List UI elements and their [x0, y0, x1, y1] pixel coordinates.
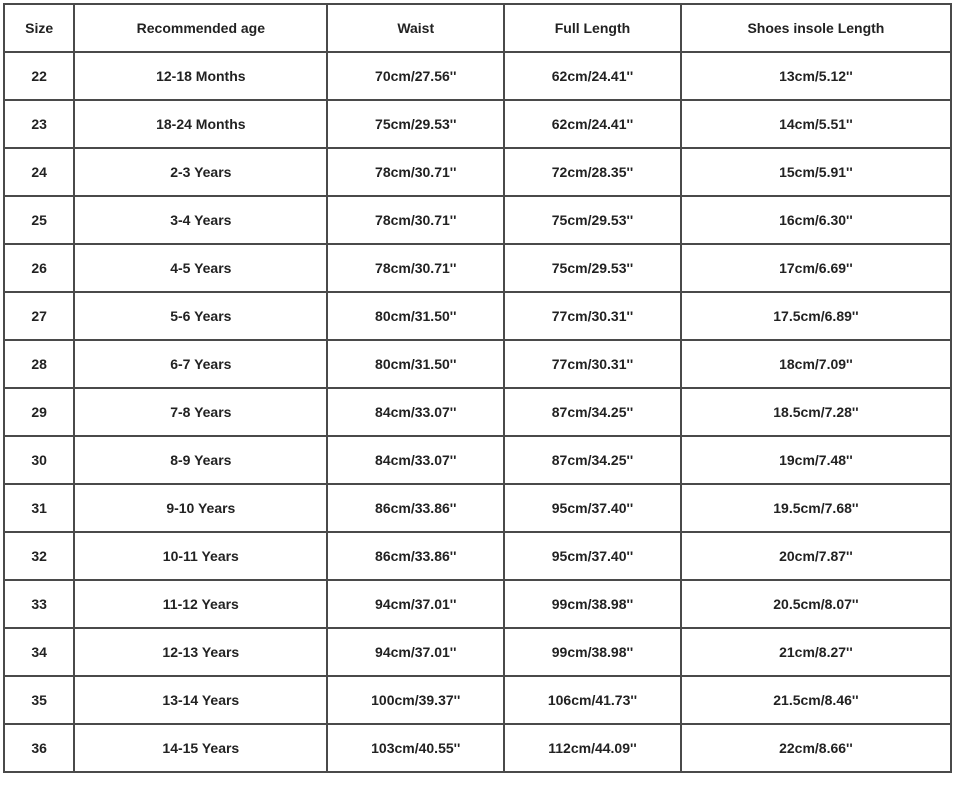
cell-full-length: 87cm/34.25''	[504, 436, 681, 484]
cell-full-length: 112cm/44.09''	[504, 724, 681, 772]
cell-size: 28	[4, 340, 74, 388]
cell-shoes-insole-length: 20.5cm/8.07''	[681, 580, 951, 628]
cell-size: 27	[4, 292, 74, 340]
cell-shoes-insole-length: 15cm/5.91''	[681, 148, 951, 196]
cell-recommended-age: 12-18 Months	[74, 52, 327, 100]
cell-recommended-age: 10-11 Years	[74, 532, 327, 580]
cell-full-length: 62cm/24.41''	[504, 52, 681, 100]
cell-waist: 78cm/30.71''	[327, 244, 504, 292]
table-row	[4, 580, 951, 628]
cell-size: 26	[4, 244, 74, 292]
cell-full-length: 77cm/30.31''	[504, 340, 681, 388]
cell-recommended-age: 18-24 Months	[74, 100, 327, 148]
cell-waist: 84cm/33.07''	[327, 436, 504, 484]
header-waist: Waist	[327, 4, 504, 52]
table-body	[4, 52, 951, 772]
cell-full-length: 99cm/38.98''	[504, 628, 681, 676]
cell-shoes-insole-length: 18cm/7.09''	[681, 340, 951, 388]
cell-full-length: 106cm/41.73''	[504, 676, 681, 724]
cell-waist: 100cm/39.37''	[327, 676, 504, 724]
cell-full-length: 95cm/37.40''	[504, 532, 681, 580]
cell-size: 23	[4, 100, 74, 148]
cell-size: 33	[4, 580, 74, 628]
cell-size: 30	[4, 436, 74, 484]
cell-size: 25	[4, 196, 74, 244]
cell-full-length: 62cm/24.41''	[504, 100, 681, 148]
cell-recommended-age: 8-9 Years	[74, 436, 327, 484]
table-row	[4, 292, 951, 340]
cell-size: 29	[4, 388, 74, 436]
cell-waist: 80cm/31.50''	[327, 292, 504, 340]
cell-shoes-insole-length: 14cm/5.51''	[681, 100, 951, 148]
header-row	[4, 4, 951, 52]
table-row	[4, 676, 951, 724]
cell-full-length: 95cm/37.40''	[504, 484, 681, 532]
table-row	[4, 100, 951, 148]
cell-shoes-insole-length: 20cm/7.87''	[681, 532, 951, 580]
cell-shoes-insole-length: 22cm/8.66''	[681, 724, 951, 772]
table-row	[4, 484, 951, 532]
table-row	[4, 244, 951, 292]
cell-recommended-age: 4-5 Years	[74, 244, 327, 292]
cell-waist: 84cm/33.07''	[327, 388, 504, 436]
cell-size: 31	[4, 484, 74, 532]
cell-waist: 78cm/30.71''	[327, 196, 504, 244]
header-shoes-insole-length: Shoes insole Length	[681, 4, 951, 52]
cell-recommended-age: 9-10 Years	[74, 484, 327, 532]
header-size: Size	[4, 4, 74, 52]
table-row	[4, 340, 951, 388]
table-row	[4, 388, 951, 436]
cell-shoes-insole-length: 21cm/8.27''	[681, 628, 951, 676]
table-row	[4, 196, 951, 244]
table-row	[4, 628, 951, 676]
cell-full-length: 87cm/34.25''	[504, 388, 681, 436]
cell-full-length: 77cm/30.31''	[504, 292, 681, 340]
table-row	[4, 532, 951, 580]
cell-waist: 70cm/27.56''	[327, 52, 504, 100]
table-header	[4, 4, 951, 52]
cell-shoes-insole-length: 17.5cm/6.89''	[681, 292, 951, 340]
cell-size: 34	[4, 628, 74, 676]
cell-waist: 86cm/33.86''	[327, 532, 504, 580]
header-recommended-age: Recommended age	[74, 4, 327, 52]
cell-shoes-insole-length: 18.5cm/7.28''	[681, 388, 951, 436]
cell-recommended-age: 5-6 Years	[74, 292, 327, 340]
cell-waist: 103cm/40.55''	[327, 724, 504, 772]
table-row	[4, 148, 951, 196]
cell-full-length: 99cm/38.98''	[504, 580, 681, 628]
cell-recommended-age: 12-13 Years	[74, 628, 327, 676]
table-row	[4, 52, 951, 100]
cell-waist: 75cm/29.53''	[327, 100, 504, 148]
cell-full-length: 75cm/29.53''	[504, 244, 681, 292]
cell-shoes-insole-length: 19.5cm/7.68''	[681, 484, 951, 532]
table-row	[4, 724, 951, 772]
cell-size: 22	[4, 52, 74, 100]
header-full-length: Full Length	[504, 4, 681, 52]
cell-recommended-age: 7-8 Years	[74, 388, 327, 436]
cell-shoes-insole-length: 19cm/7.48''	[681, 436, 951, 484]
cell-recommended-age: 6-7 Years	[74, 340, 327, 388]
cell-size: 36	[4, 724, 74, 772]
cell-shoes-insole-length: 21.5cm/8.46''	[681, 676, 951, 724]
cell-size: 32	[4, 532, 74, 580]
cell-full-length: 75cm/29.53''	[504, 196, 681, 244]
cell-recommended-age: 11-12 Years	[74, 580, 327, 628]
cell-waist: 94cm/37.01''	[327, 628, 504, 676]
cell-recommended-age: 3-4 Years	[74, 196, 327, 244]
size-chart-table	[3, 3, 952, 773]
cell-full-length: 72cm/28.35''	[504, 148, 681, 196]
cell-waist: 80cm/31.50''	[327, 340, 504, 388]
cell-shoes-insole-length: 13cm/5.12''	[681, 52, 951, 100]
cell-shoes-insole-length: 17cm/6.69''	[681, 244, 951, 292]
cell-recommended-age: 14-15 Years	[74, 724, 327, 772]
cell-size: 35	[4, 676, 74, 724]
cell-waist: 94cm/37.01''	[327, 580, 504, 628]
cell-waist: 86cm/33.86''	[327, 484, 504, 532]
cell-recommended-age: 2-3 Years	[74, 148, 327, 196]
table-row	[4, 436, 951, 484]
cell-size: 24	[4, 148, 74, 196]
cell-recommended-age: 13-14 Years	[74, 676, 327, 724]
cell-waist: 78cm/30.71''	[327, 148, 504, 196]
cell-shoes-insole-length: 16cm/6.30''	[681, 196, 951, 244]
